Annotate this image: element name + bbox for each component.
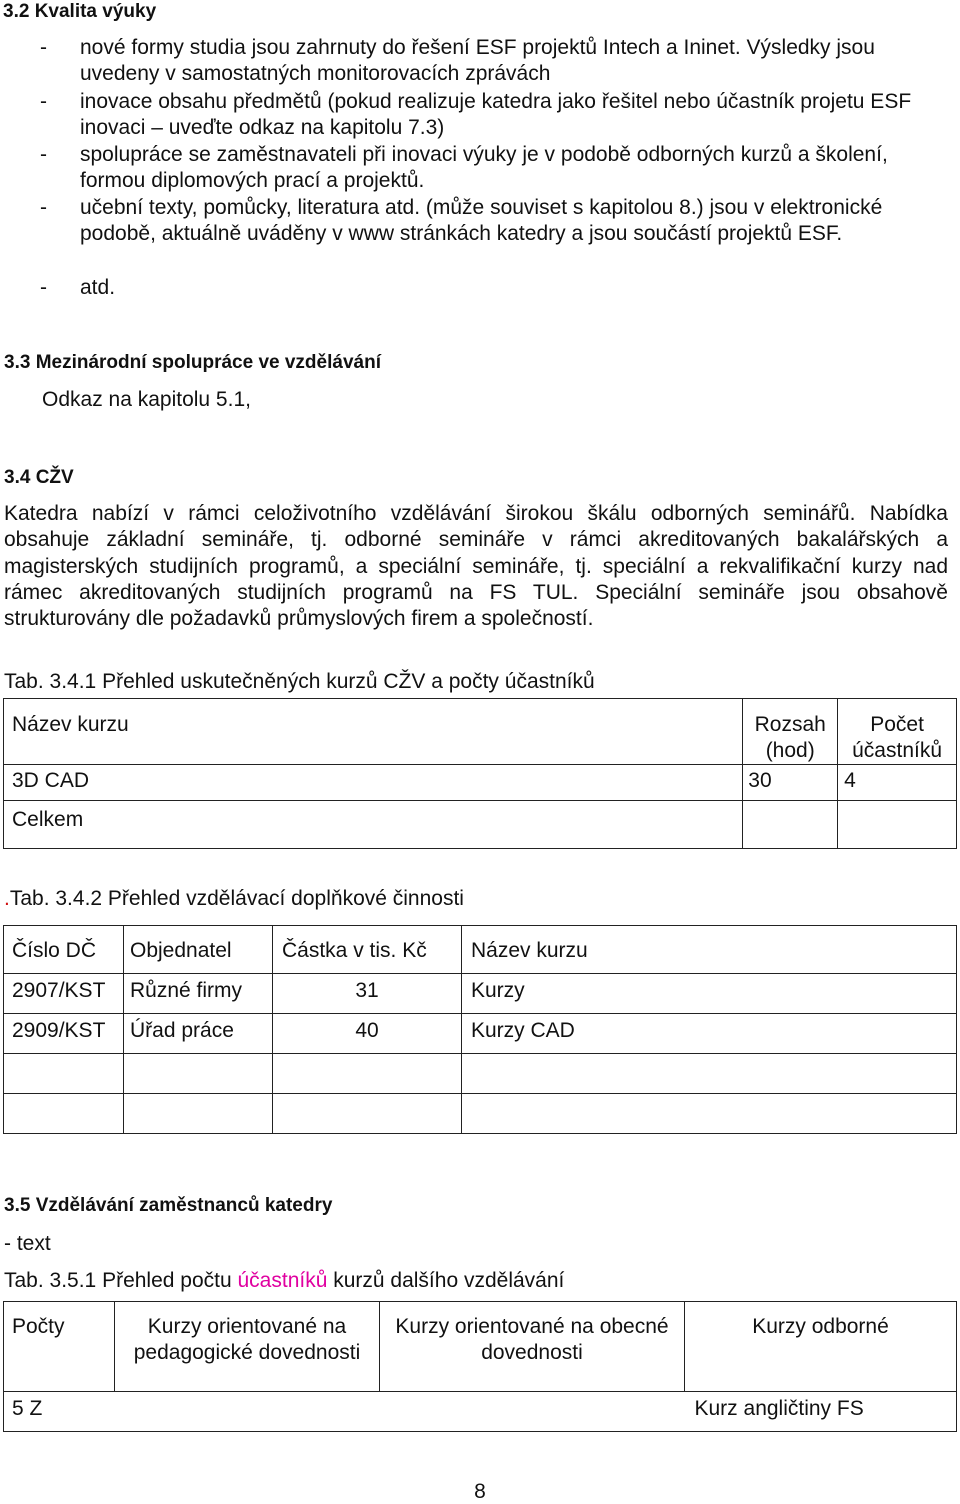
- caption-text: Tab. 3.4.2 Přehled vzdělávací doplňkové činnosti: [9, 887, 464, 910]
- caption-dot: .: [4, 887, 10, 910]
- cvz-paragraph: Katedra nabízí v rámci celoživotního vzdělávání širokou škálu odborných seminářů. Nabídka obsahuje základní semináře, tj. odborné semináře v rámci akreditovaných bakalářských a magisterských studijních programů, a speciální semináře, tj. speciální a rekvalifikační kurzy nad rámec akreditovaných studijních programů na FS TUL. Speciální semináře jsou obsahově strukturovány dle požadavků průmyslových firem a společností.: [4, 502, 948, 631]
- table-cvz-courses: [3, 698, 957, 849]
- table-header-row: [4, 1302, 957, 1392]
- table-row: [4, 1014, 957, 1054]
- table-header-row: [4, 926, 957, 974]
- caption-highlight: účastníků: [237, 1269, 328, 1292]
- table-supplementary-activity: [3, 925, 957, 1134]
- caption-text: Tab. 3.5.1 Přehled počtu: [4, 1269, 238, 1292]
- header-cell: Kurzy orientované na pedagogické dovednosti: [115, 1302, 380, 1392]
- header-cell: Objednatel: [124, 926, 273, 974]
- header-cell: Počet účastníků: [838, 699, 957, 765]
- table-cell: [462, 1094, 957, 1134]
- bullet-text: nové formy studia jsou zahrnuty do řešení ESF projektů Intech a Ininet. Výsledky jsou uvedeny v samostatných monitorovacích zprávách: [80, 36, 875, 85]
- table-header-row: [4, 699, 957, 765]
- table-cell: Různé firmy: [124, 974, 273, 1014]
- section-heading-3-5: 3.5 Vzdělávání zaměstnanců katedry: [4, 1195, 333, 1216]
- table-cell: [462, 1054, 957, 1094]
- table-cell: 40: [273, 1014, 462, 1054]
- header-cell: Rozsah (hod): [743, 699, 838, 765]
- bullet-text: atd.: [80, 276, 116, 299]
- table-caption-3-4-1: Tab. 3.4.1 Přehled uskutečněných kurzů CŽV a počty účastníků: [4, 670, 595, 693]
- table-cell: [273, 1054, 462, 1094]
- table-caption-3-4-2: [4, 887, 464, 911]
- bullet-dash: -: [40, 36, 47, 59]
- bullet-list: [0, 35, 960, 305]
- chapter-reference: Odkaz na kapitolu 5.1,: [42, 388, 251, 411]
- section-heading-3-2: 3.2 Kvalita výuky: [3, 1, 157, 22]
- section-heading-3-3: 3.3 Mezinárodní spolupráce ve vzdělávání: [4, 352, 381, 373]
- table-row: [4, 1054, 957, 1094]
- page-number: 8: [474, 1480, 486, 1503]
- header-cell: Název kurzu: [4, 699, 743, 765]
- table-cell: [273, 1094, 462, 1134]
- table-cell: [838, 801, 957, 849]
- table-cell: [4, 1054, 124, 1094]
- table-cell: Kurzy CAD: [462, 1014, 957, 1054]
- table-cell: [124, 1094, 273, 1134]
- section-heading-3-4: 3.4 CŽV: [4, 467, 74, 488]
- header-cell: Číslo DČ: [4, 926, 124, 974]
- table-cell: Kurzy: [462, 974, 957, 1014]
- header-cell: Částka v tis. Kč: [273, 926, 462, 974]
- table-cell: [743, 801, 838, 849]
- bullet-dash: -: [40, 143, 47, 166]
- table-row: [4, 1392, 957, 1432]
- caption-text: kurzů dalšího vzdělávání: [327, 1269, 565, 1292]
- table-row: [4, 801, 957, 849]
- table-cell: Celkem: [4, 801, 743, 849]
- bullet-text: učební texty, pomůcky, literatura atd. (může souviset s kapitolou 8.) jsou v elektronické podobě, aktuálně uváděny v www stránkách katedry a jsou součástí projektů ESF.: [80, 196, 883, 245]
- table-caption-3-5-1: [4, 1269, 564, 1293]
- section-text: - text: [4, 1232, 51, 1255]
- table-cell: [124, 1054, 273, 1094]
- header-cell: Kurzy odborné: [685, 1302, 957, 1392]
- table-cell: Kurz angličtiny FS: [685, 1392, 957, 1432]
- bullet-text: inovace obsahu předmětů (pokud realizuje katedra jako řešitel nebo účastník projetu ESF inovaci – uveďte odkaz na kapitolu 7.3): [80, 90, 912, 139]
- bullet-dash: -: [40, 276, 47, 299]
- table-cell: 5 Z: [4, 1392, 115, 1432]
- bullet-dash: -: [40, 90, 47, 113]
- table-cell: 2909/KST: [4, 1014, 124, 1054]
- table-cell: 2907/KST: [4, 974, 124, 1014]
- header-cell: Kurzy orientované na obecné dovednosti: [380, 1302, 685, 1392]
- table-row: [4, 974, 957, 1014]
- table-row: [4, 1094, 957, 1134]
- table-cell: 3D CAD: [4, 765, 743, 801]
- table-cell: [115, 1392, 380, 1432]
- table-cell: 30: [743, 765, 838, 801]
- table-cell: Úřad práce: [124, 1014, 273, 1054]
- table-staff-education: [3, 1301, 957, 1432]
- bullet-dash: -: [40, 196, 47, 219]
- table-cell: [380, 1392, 685, 1432]
- header-cell: Název kurzu: [462, 926, 957, 974]
- header-cell: Počty: [4, 1302, 115, 1392]
- table-cell: 4: [838, 765, 957, 801]
- table-cell: 31: [273, 974, 462, 1014]
- table-row: [4, 765, 957, 801]
- bullet-text: spolupráce se zaměstnavateli při inovaci výuky je v podobě odborných kurzů a školení, formou diplomových prací a projektů.: [80, 143, 888, 192]
- table-cell: [4, 1094, 124, 1134]
